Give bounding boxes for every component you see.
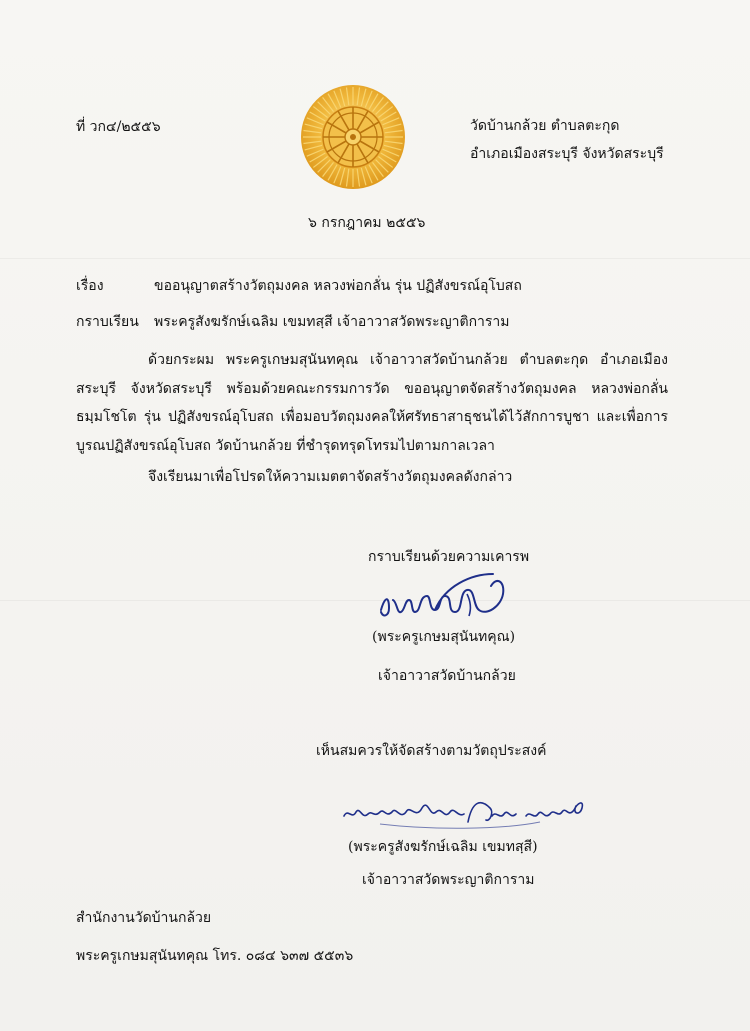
document-reference-number: ที่ วก๔/๒๕๕๖ [76,119,161,135]
document-date: ๖ กรกฎาคม ๒๕๕๖ [308,215,426,231]
subject-label: เรื่อง [76,278,104,294]
signature-abbot-icon [375,566,515,630]
letter-body [76,346,668,460]
dharmachakra-seal-icon [300,84,406,190]
signature-approver-icon [340,790,590,834]
paper-fold [0,258,750,259]
addressee-label: กราบเรียน [76,314,139,330]
sender-address-line1: วัดบ้านกล้วย ตำบลตะกุด [470,118,620,134]
approver-name: (พระครูสังฆรักษ์เฉลิม เขมทสฺสี) [348,839,538,855]
sender-address-line2: อำเภอเมืองสระบุรี จังหวัดสระบุรี [470,146,664,162]
body-paragraph: ด้วยกระผม พระครูเกษมสุนันทคุณ เจ้าอาวาสวัดบ้านกล้วย ตำบลตะกุด อำเภอเมืองสระบุรี จังหวัดสระบุรี พร้อมด้วยคณะกรรมการวัด ขออนุญาตจัดสร้างวัตถุมงคล หลวงพ่อกลั่น ธมฺมโชโต รุ่น ปฏิสังขรณ์อุโบสถ เพื่อมอบวัตถุมงคลให้ศรัทธาสาธุชนได้ไว้สักการบูชา และเพื่อการบูรณปฏิสังขรณ์อุโบสถ วัดบ้านกล้วย ที่ชำรุดทรุดโทรมไปตามกาลเวลา [76,352,668,454]
addressee-text: พระครูสังฆรักษ์เฉลิม เขมทสฺสี เจ้าอาวาสวัดพระญาติการาม [154,314,510,330]
subject-text: ขออนุญาตสร้างวัตถุมงคล หลวงพ่อกลั่น รุ่น ปฏิสังขรณ์อุโบสถ [154,278,522,294]
closing-paragraph: จึงเรียนมาเพื่อโปรดให้ความเมตตาจัดสร้างวัตถุมงคลดังกล่าว [148,469,513,485]
abbot-name: (พระครูเกษมสุนันทคุณ) [372,629,516,645]
closing-regards: กราบเรียนด้วยความเคารพ [368,549,530,565]
approval-text: เห็นสมควรให้จัดสร้างตามวัตถุประสงค์ [316,743,547,759]
approver-title: เจ้าอาวาสวัดพระญาติการาม [362,872,535,888]
office-name: สำนักงานวัดบ้านกล้วย [76,910,212,926]
contact-info: พระครูเกษมสุนันทคุณ โทร. ๐๘๔ ๖๓๗ ๕๕๓๖ [76,948,354,964]
abbot-title: เจ้าอาวาสวัดบ้านกล้วย [378,668,516,684]
